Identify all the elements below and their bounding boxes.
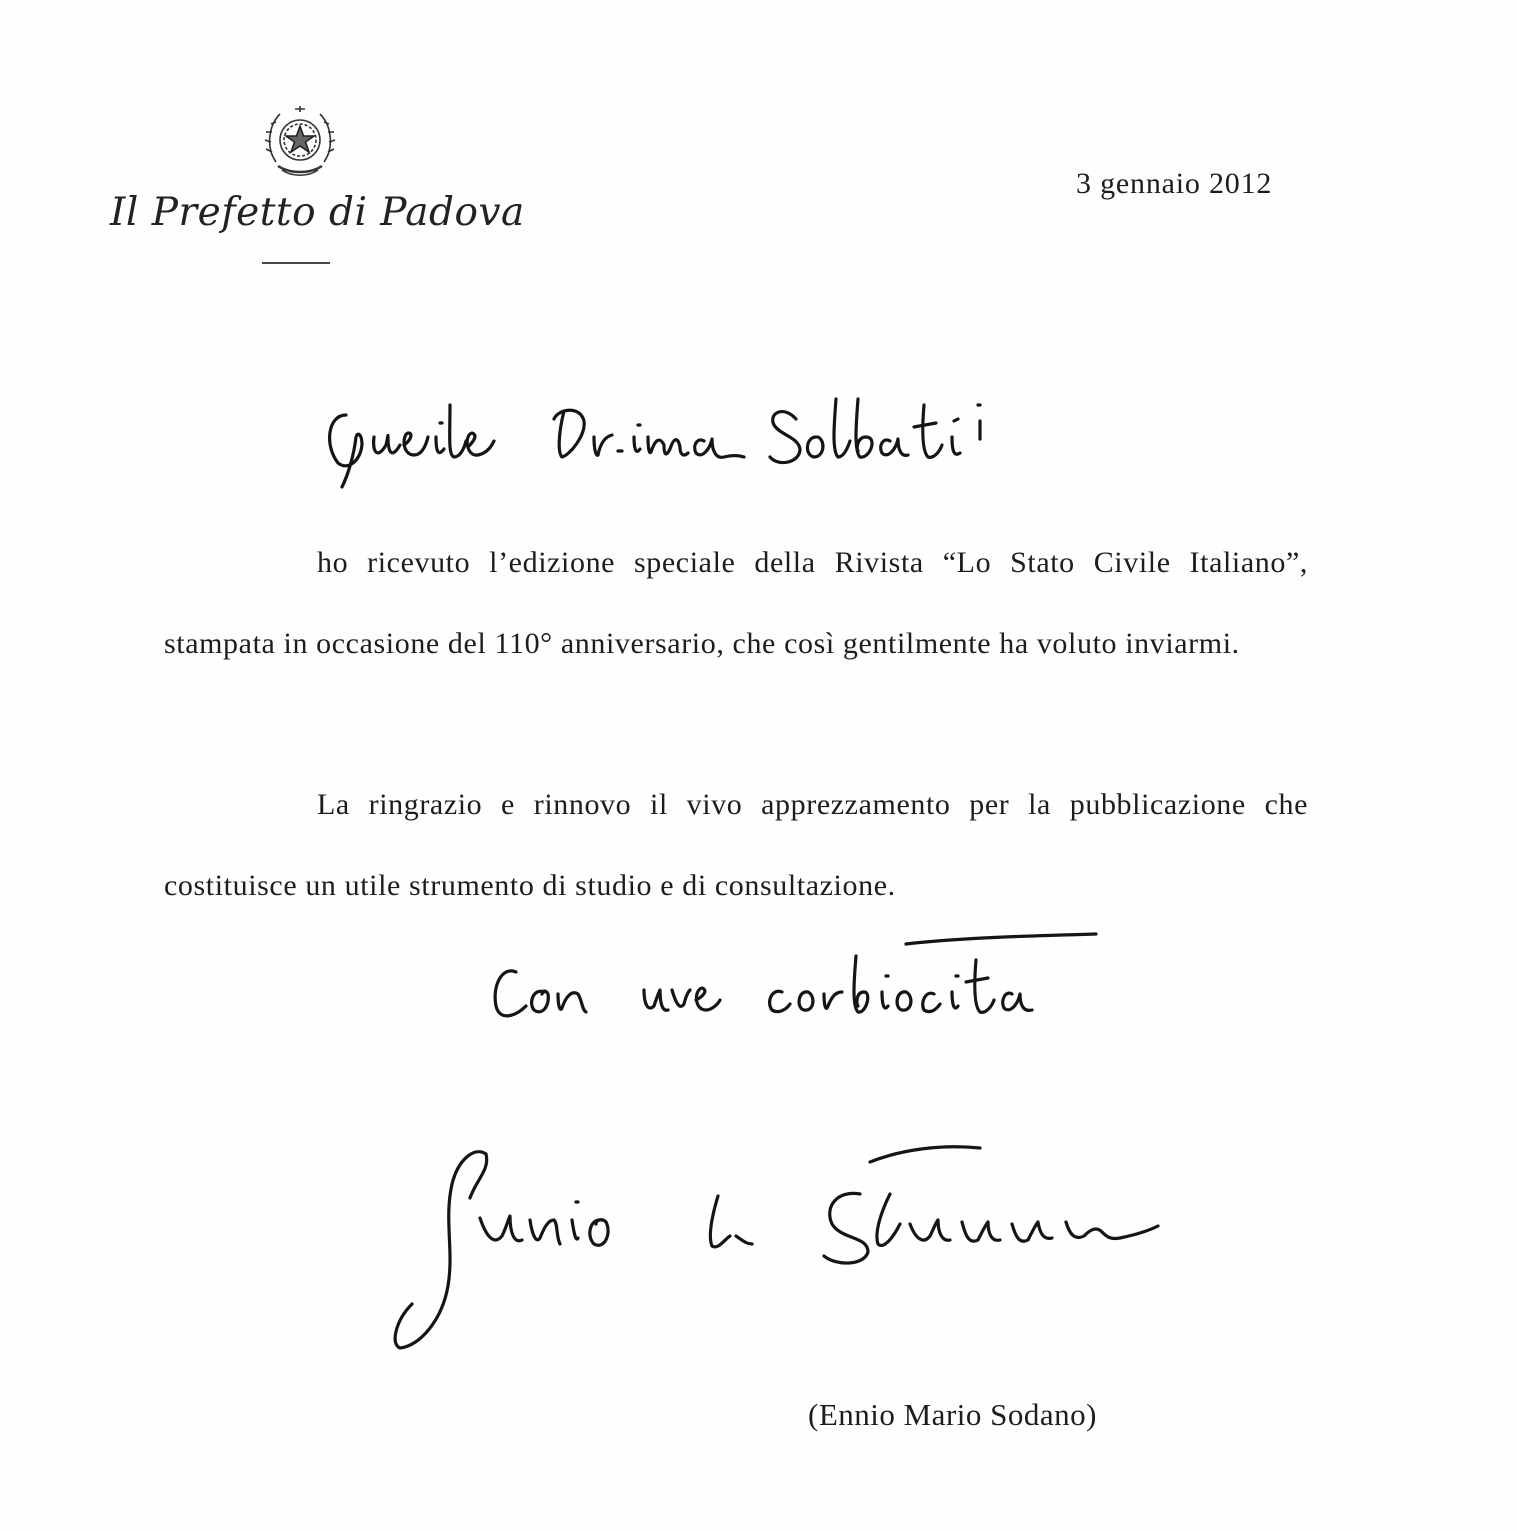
body-paragraph-1: ho ricevuto l’edizione speciale della Rivista “Lo Stato Civile Italiano”, stampata in occasione del 110° anniversario, che così gentilmente ha voluto inviarmi. — [164, 546, 1308, 660]
italian-republic-emblem-icon — [262, 100, 338, 180]
handwritten-closing — [486, 930, 1106, 1030]
letterhead-divider — [262, 262, 330, 264]
letter-date: 3 gennaio 2012 — [1076, 167, 1273, 200]
body-paragraph-2: La ringrazio e rinnovo il vivo apprezzamento per la pubblicazione che costituisce un utile strumento di studio e di consultazione. — [164, 788, 1308, 902]
handwritten-signature — [390, 1140, 1170, 1360]
letterhead-title: Il Prefetto di Padova — [110, 190, 525, 235]
signatory-name: (Ennio Mario Sodano) — [808, 1397, 1097, 1432]
handwritten-salutation — [318, 375, 1008, 495]
